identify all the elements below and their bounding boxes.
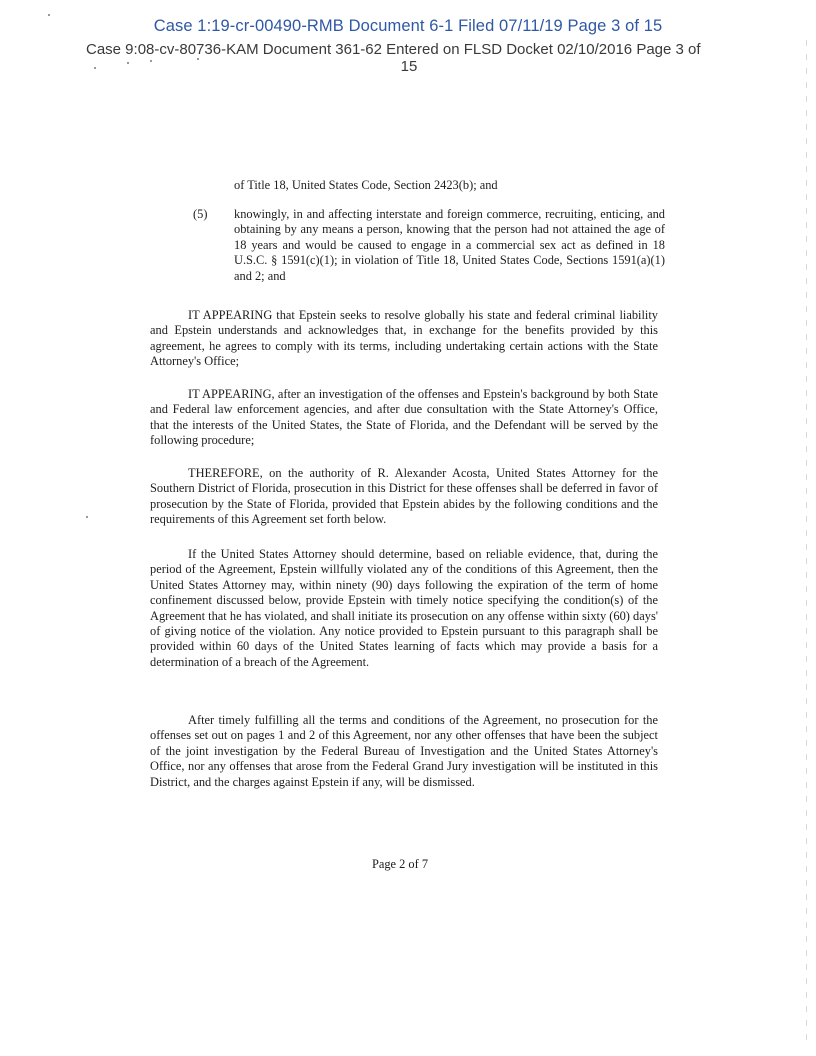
scan-speck xyxy=(127,62,129,64)
scan-speck xyxy=(197,58,199,60)
ecf-header-flsd-line1: Case 9:08-cv-80736-KAM Document 361-62 Entered on FLSD Docket 02/10/2016 Page 3 of xyxy=(86,41,701,58)
paragraph-it-appearing-investigation: IT APPEARING, after an investigation of the offenses and Epstein's background by both State and Federal law enforcement agencies, and after due consultation with the State Attorney's Office, that the interests of the United States, the State of Florida, and the Defendant will be served by the following procedure; xyxy=(150,387,658,448)
paragraph-violation-notice: If the United States Attorney should determine, based on reliable evidence, that, during the period of the Agreement, Epstein willfully violated any of the conditions of this Agreement, then the United States Attorney may, within ninety (90) days following the expiration of the term of home confinement discussed below, provide Epstein with timely notice specifying the condition(s) of the Agreement that he has violated, and shall initiate its prosecution on any offense within sixty (60) days' of giving notice of the violation. Any notice provided to Epstein pursuant to this paragraph shall be provided within 60 days of the United States learning of facts which may provide a basis for a determination of a breach of the Agreement. xyxy=(150,547,658,669)
scan-speck xyxy=(86,516,88,518)
scan-speck xyxy=(94,67,96,69)
scan-speck xyxy=(150,60,152,62)
paragraph-no-prosecution: After timely fulfilling all the terms and conditions of the Agreement, no prosecution for the offenses set out on pages 1 and 2 of this Agreement, nor any other offenses that have been the subject of the joint investigation by the Federal Bureau of Investigation and the United States Attorney's Office, nor any offenses that arose from the Federal Grand Jury investigation will be instituted in this District, and the charges against Epstein if any, will be dismissed. xyxy=(150,713,658,789)
item-text: knowingly, in and affecting interstate and foreign commerce, recruiting, enticing, and obtaining by any means a person, knowing that the person had not attained the age of 18 years and would be caused to engage in a commercial sex act as defined in 18 U.S.C. § 1591(c)(1); in violation of Title 18, United States Code, Sections 1591(a)(1) and 2; and xyxy=(234,207,665,283)
scan-page-edge xyxy=(806,40,807,1040)
page-number: Page 2 of 7 xyxy=(371,857,429,871)
paragraph-therefore: THEREFORE, on the authority of R. Alexander Acosta, United States Attorney for the Southern District of Florida, prosecution in this District for these offenses shall be deferred in favor of prosecution by the State of Florida, provided that Epstein abides by the following conditions and the requirements of this Agreement set forth below. xyxy=(150,466,658,527)
item-number: (5) xyxy=(193,207,208,221)
ecf-header-flsd-line2: 15 xyxy=(400,58,418,75)
ecf-header-flsd xyxy=(86,42,746,74)
ecf-header-sdny: Case 1:19-cr-00490-RMB Document 6-1 Filed 07/11/19 Page 3 of 15 xyxy=(153,17,663,35)
continuation-text: of Title 18, United States Code, Section 2423(b); and xyxy=(234,178,498,192)
scan-speck xyxy=(48,14,50,16)
enumerated-item-5 xyxy=(193,207,665,284)
paragraph-it-appearing-resolve: IT APPEARING that Epstein seeks to resolve globally his state and federal criminal liability and Epstein understands and acknowledges that, in exchange for the benefits provided by this agreement, he agrees to comply with its terms, including undertaking certain actions with the State Attorney's Office; xyxy=(150,308,658,369)
